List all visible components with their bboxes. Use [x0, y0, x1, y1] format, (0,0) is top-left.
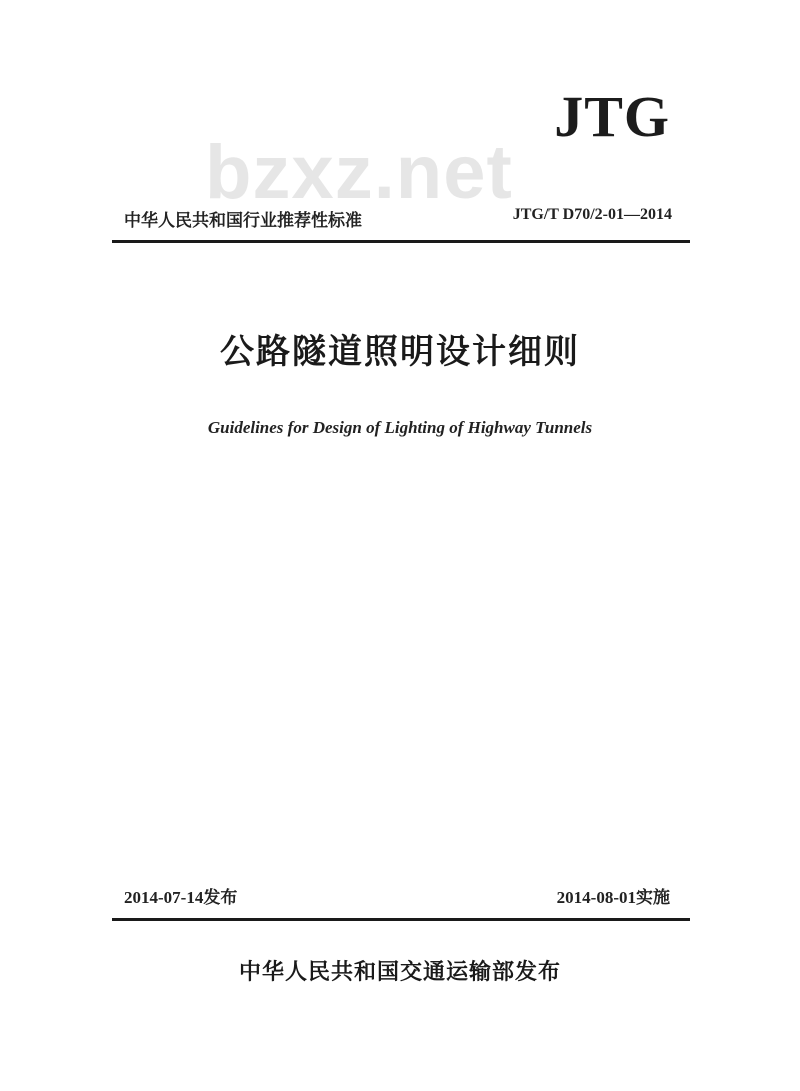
implementation-date: 2014-08-01实施	[556, 888, 670, 907]
issue-date: 2014-07-14发布	[124, 888, 238, 907]
publisher: 中华人民共和国交通运输部发布	[238, 960, 561, 985]
top-divider	[112, 240, 690, 243]
title-english: Guidelines for Design of Lighting of Highway Tunnels	[207, 418, 593, 437]
standard-type: 中华人民共和国行业推荐性标准	[124, 211, 362, 231]
jtg-logo: JTG	[554, 84, 670, 149]
standard-code: JTG/T D70/2-01—2014	[512, 206, 672, 223]
title-chinese: 公路隧道照明设计细则	[220, 332, 580, 372]
bottom-divider	[112, 918, 690, 921]
watermark: bzxz.net	[205, 130, 513, 215]
